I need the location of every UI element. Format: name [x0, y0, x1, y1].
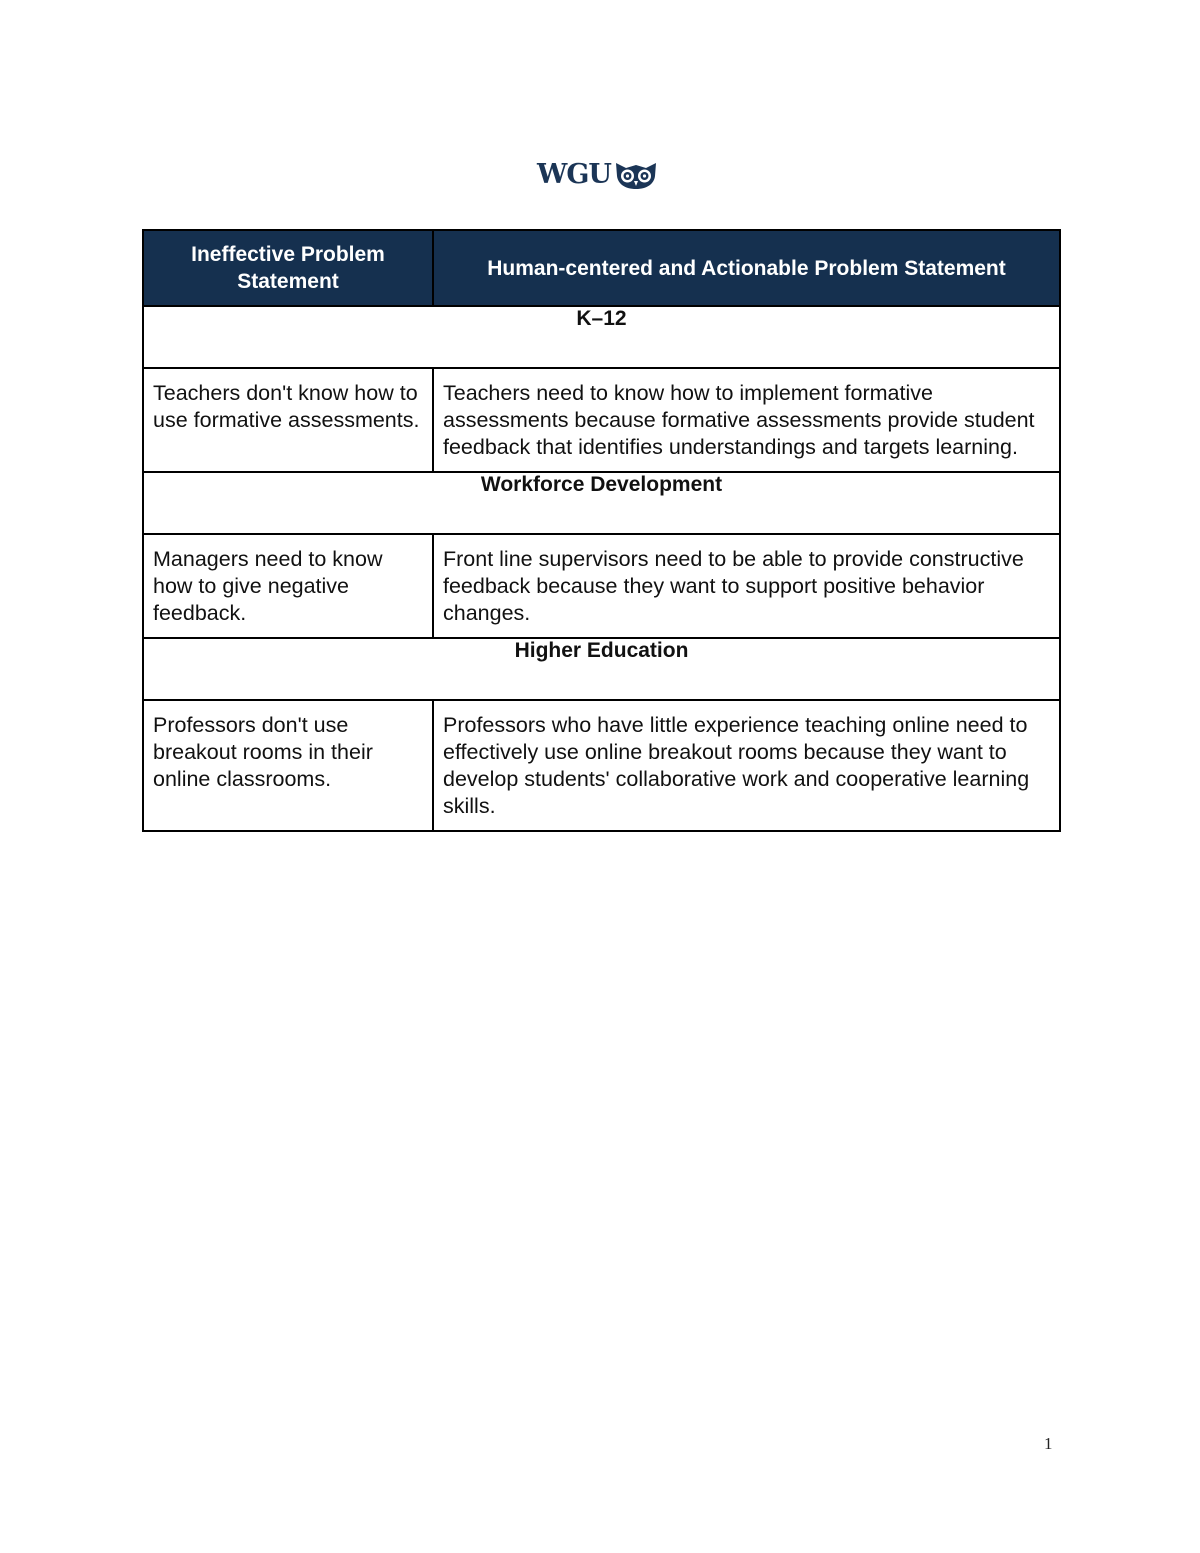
column-header-ineffective: Ineffective Problem Statement — [143, 230, 433, 306]
section-title-higher-education: Higher Education — [143, 638, 1060, 700]
ineffective-statement: Managers need to know how to give negative feedback. — [143, 534, 433, 638]
table-row — [143, 534, 1060, 638]
ineffective-statement: Teachers don't know how to use formative assessments. — [143, 368, 433, 472]
table-row — [143, 368, 1060, 472]
page-number: 1 — [1044, 1434, 1053, 1453]
actionable-statement: Front line supervisors need to be able to provide constructive feedback because they want to support positive behavior changes. — [433, 534, 1060, 638]
actionable-statement: Professors who have little experience teaching online need to effectively use online breakout rooms because they want to develop students' collaborative work and cooperative learning skills. — [433, 700, 1060, 831]
section-title-k12: K–12 — [143, 306, 1060, 368]
ineffective-statement: Professors don't use breakout rooms in their online classrooms. — [143, 700, 433, 831]
logo-text: WGU — [537, 159, 611, 190]
problem-statements-table — [142, 229, 1061, 832]
table-row — [143, 700, 1060, 831]
wgu-logo — [537, 158, 658, 192]
section-row — [143, 638, 1060, 700]
column-header-actionable: Human-centered and Actionable Problem Statement — [433, 230, 1060, 306]
table-header-row — [143, 230, 1060, 306]
section-row — [143, 472, 1060, 534]
section-row — [143, 306, 1060, 368]
owl-icon — [614, 160, 658, 190]
section-title-workforce-development: Workforce Development — [143, 472, 1060, 534]
actionable-statement: Teachers need to know how to implement formative assessments because formative assessments provide student feedback that identifies understandings and targets learning. — [433, 368, 1060, 472]
